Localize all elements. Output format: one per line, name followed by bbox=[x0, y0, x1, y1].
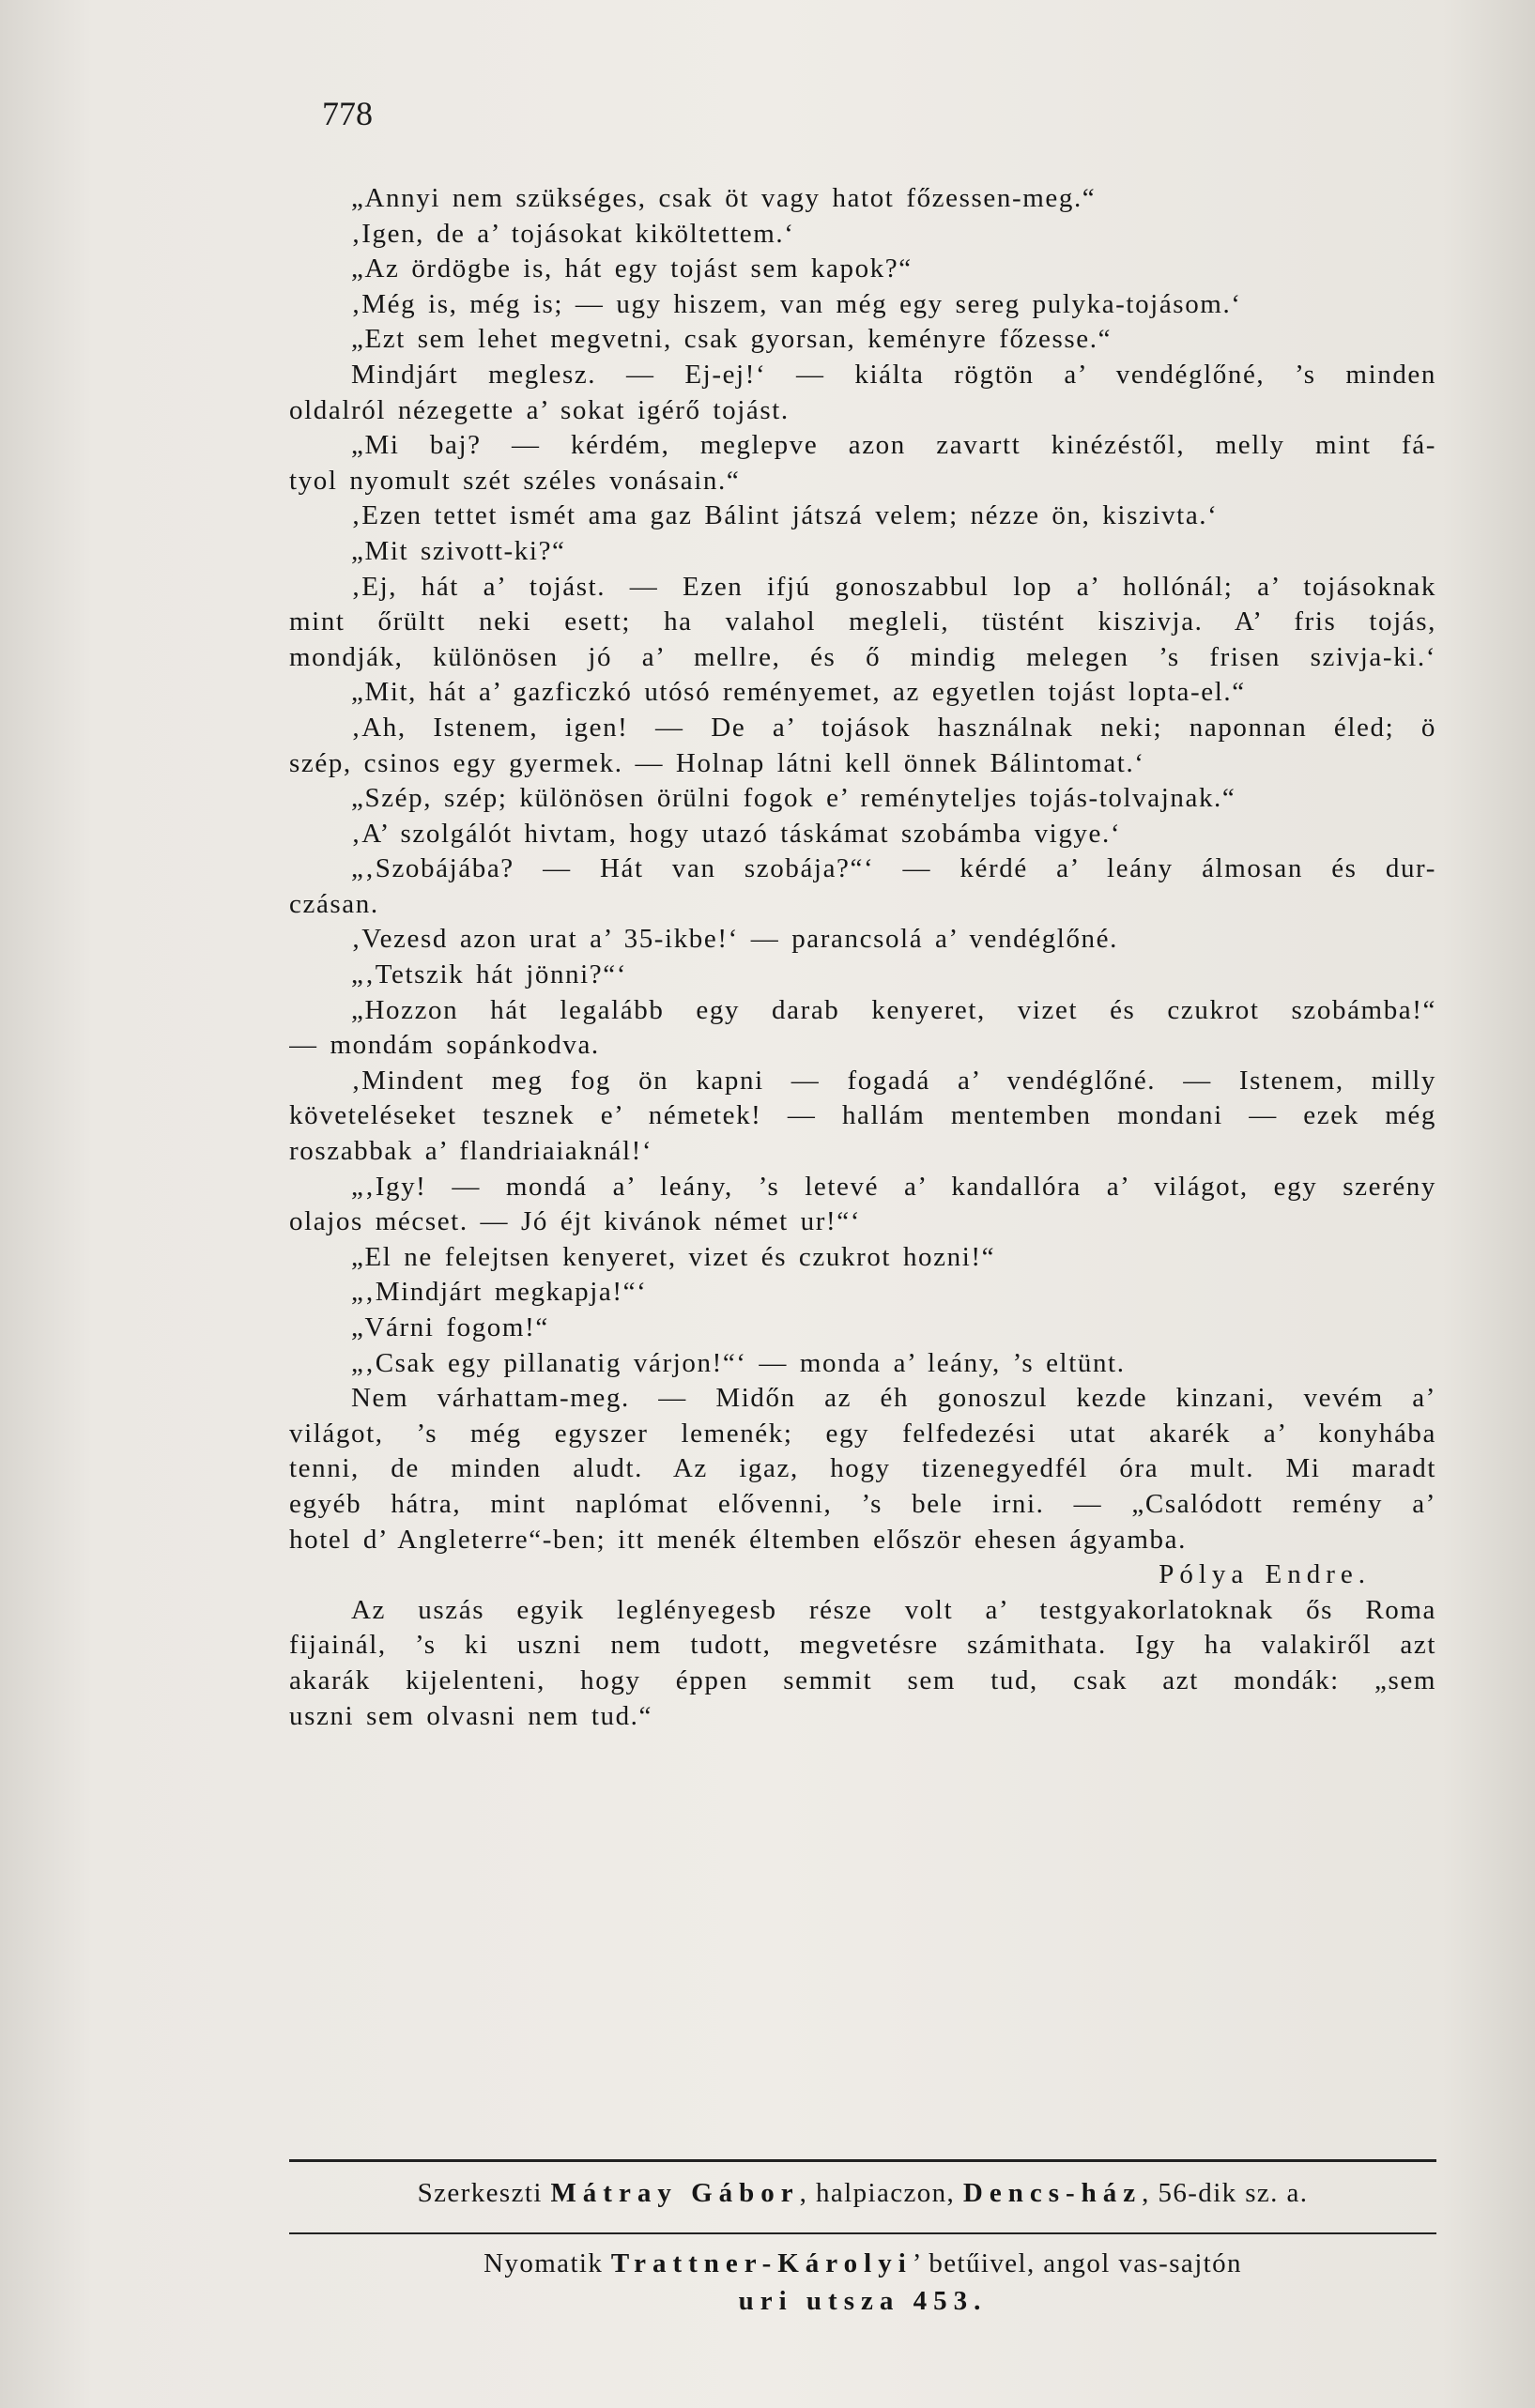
text-line: Mindjárt meglesz. — Ej-ej!‘ — kiálta rögtön a’ vendéglőné, ’s minden bbox=[351, 359, 1436, 390]
editor-address: , 56-dik sz. a. bbox=[1142, 2178, 1309, 2208]
text-line: roszabbak a’ flandriaiaknál!‘ bbox=[289, 1136, 653, 1167]
text-line: akarák kijelenteni, hogy éppen semmit sem tud, csak azt mondák: „sem bbox=[289, 1664, 1436, 1695]
text-line: Az uszás egyik leglényegesb része volt a’ testgyakorlatoknak ős Roma bbox=[351, 1594, 1436, 1625]
text-line: mondják, különösen jó a’ mellre, és ő mindig melegen ’s frisen szivja-ki.‘ bbox=[289, 641, 1436, 672]
text-line: ‚Mindent meg fog ön kapni — fogadá a’ vendéglőné. — Istenem, milly bbox=[351, 1065, 1436, 1096]
text-line: Nem várhattam-meg. — Midőn az éh gonoszul kezde kinzani, vevém a’ bbox=[351, 1383, 1436, 1414]
text-line: „‚Mindjárt megkapja!“‘ bbox=[351, 1277, 648, 1308]
text-line: oldalról nézegette a’ sokat igérő tojást. bbox=[289, 394, 790, 425]
text-line: tenni, de minden aludt. Az igaz, hogy tizenegyedfél óra mult. Mi maradt bbox=[289, 1453, 1436, 1484]
editor-imprint bbox=[289, 2178, 1436, 2209]
printer-name: Trattner-Károlyi bbox=[610, 2248, 913, 2278]
text-line: tyol nyomult szét széles vonásain.“ bbox=[289, 465, 741, 496]
text-line: mint őrültt neki esett; ha valahol megleli, tüstént kiszivja. A’ fris tojás, bbox=[289, 606, 1436, 637]
text-line: „‚Szobájába? — Hát van szobája?“‘ — kérdé a’ leány álmosan és dur- bbox=[351, 853, 1436, 884]
house-name: Dencs-ház bbox=[962, 2178, 1143, 2208]
text-line: „Ezt sem lehet megvetni, csak gyorsan, keményre főzesse.“ bbox=[351, 324, 1113, 355]
text-line: „Mit szivott-ki?“ bbox=[351, 535, 566, 566]
text-line: uszni sem olvasni nem tud.“ bbox=[289, 1700, 653, 1731]
text-line: „Az ördögbe is, hát egy tojást sem kapok?“ bbox=[351, 253, 913, 284]
text-line: „‚Tetszik hát jönni?“‘ bbox=[351, 959, 628, 990]
text-line: „Szép, szép; különösen örülni fogok e’ reményteljes tojás-tolvajnak.“ bbox=[351, 783, 1236, 814]
printer-street bbox=[289, 2286, 1436, 2317]
text-line: ‚Ah, Istenem, igen! — De a’ tojások használnak neki; naponnan éled; ö bbox=[351, 712, 1436, 743]
text-line: ‚Ej, hát a’ tojást. — Ezen ifjú gonoszabbul lop a’ hollónál; a’ tojásoknak bbox=[351, 571, 1436, 602]
text-line: „Mi baj? — kérdém, meglepve azon zavartt kinézéstől, melly mint fá- bbox=[351, 430, 1436, 461]
text-line: ‚Még is, még is; — ugy hiszem, van még egy sereg pulyka-tojásom.‘ bbox=[351, 288, 1242, 319]
printer-prefix: Nyomatik bbox=[484, 2248, 604, 2278]
text-line: ‚A’ szolgálót hivtam, hogy utazó táskámat szobámba vigye.‘ bbox=[351, 818, 1122, 849]
text-line: „Mit, hát a’ gazficzkó utósó reményemet, az egyetlen tojást lopta-el.“ bbox=[351, 677, 1246, 708]
text-line: ‚Vezesd azon urat a’ 35-ikbe!‘ — parancsolá a’ vendéglőné. bbox=[351, 924, 1118, 955]
text-line: ‚Igen, de a’ tojásokat kiköltettem.‘ bbox=[351, 218, 795, 249]
text-line: „El ne felejtsen kenyeret, vizet és czukrot hozni!“ bbox=[351, 1241, 996, 1272]
street-address: uri utsza 453. bbox=[738, 2286, 988, 2316]
text-line: világot, ’s még egyszer lemenék; egy felfedezési utat akarék a’ konyhába bbox=[289, 1418, 1436, 1449]
text-line: — mondám sopánkodva. bbox=[289, 1030, 600, 1061]
editor-prefix: Szerkeszti bbox=[417, 2178, 543, 2208]
text-line: egyéb hátra, mint naplómat elővenni, ’s bele irni. — „Csalódott remény a’ bbox=[289, 1488, 1436, 1519]
text-line: „‚Csak egy pillanatig várjon!“‘ — monda a’ leány, ’s eltünt. bbox=[351, 1347, 1126, 1378]
text-line: fijainál, ’s ki uszni nem tudott, megvetésre számithata. Igy ha valakiről azt bbox=[289, 1630, 1436, 1661]
text-line: „Hozzon hát legalább egy darab kenyeret, vizet és czukrot szobámba!“ bbox=[351, 994, 1436, 1025]
text-line: „Annyi nem szükséges, csak öt vagy hatot főzessen-meg.“ bbox=[351, 183, 1097, 213]
divider-rule bbox=[289, 2232, 1436, 2234]
author-signature: Pólya Endre. bbox=[1159, 1559, 1371, 1590]
printer-suffix: ’ betűivel, angol vas-sajtón bbox=[912, 2248, 1242, 2278]
editor-name: Mátray Gábor bbox=[550, 2178, 800, 2208]
printer-imprint bbox=[289, 2248, 1436, 2279]
editor-suffix: , halpiaczon, bbox=[799, 2178, 956, 2208]
page-number: 778 bbox=[322, 95, 373, 132]
text-line: ‚Ezen tettet ismét ama gaz Bálint játszá velem; nézze ön, kiszivta.‘ bbox=[351, 500, 1219, 531]
text-line: hotel d’ Angleterre“-ben; itt menék éltemben először ehesen ágyamba. bbox=[289, 1524, 1187, 1555]
text-line: „‚Igy! — mondá a’ leány, ’s letevé a’ kandallóra a’ világot, egy szerény bbox=[351, 1171, 1436, 1202]
text-line: czásan. bbox=[289, 888, 379, 919]
text-line: szép, csinos egy gyermek. — Holnap látni kell önnek Bálintomat.‘ bbox=[289, 747, 1145, 778]
text-line: olajos mécset. — Jó éjt kivánok német ur!“‘ bbox=[289, 1206, 861, 1237]
divider-rule bbox=[289, 2159, 1436, 2162]
body-text bbox=[289, 181, 1436, 1734]
text-line: követeléseket tesznek e’ németek! — hallám mentemben mondani — ezek még bbox=[289, 1100, 1436, 1131]
text-line: „Várni fogom!“ bbox=[351, 1312, 549, 1342]
